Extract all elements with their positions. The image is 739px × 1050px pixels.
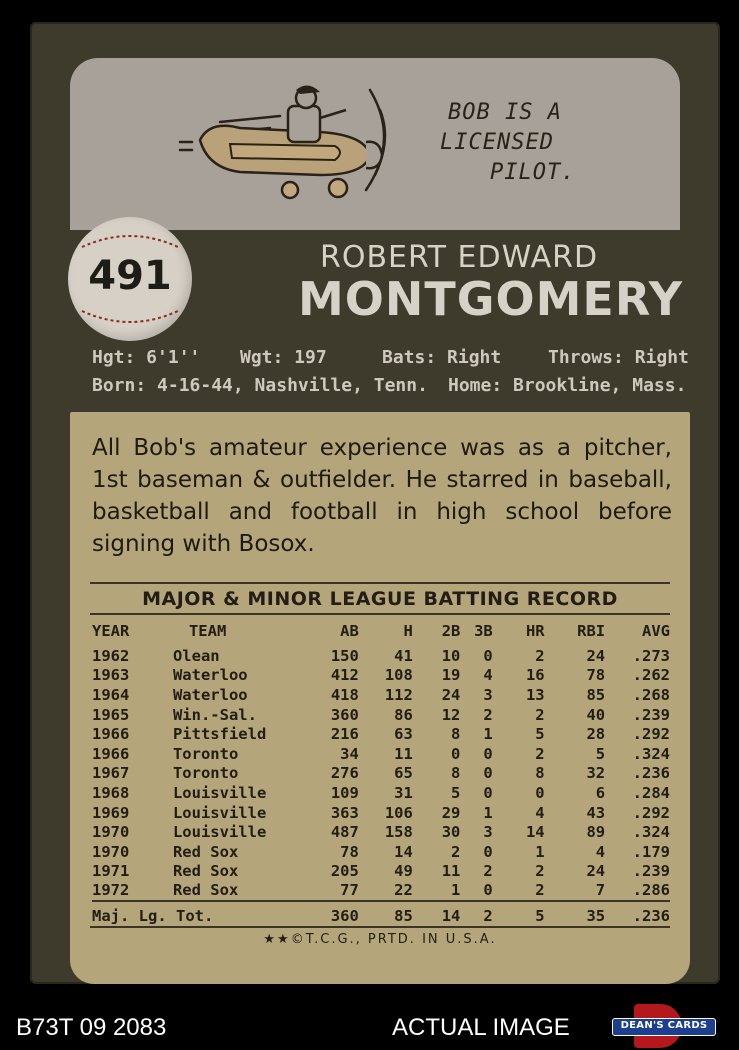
table-cell: 2 bbox=[535, 646, 545, 665]
table-cell: 4 bbox=[483, 666, 493, 685]
table-cell: 13 bbox=[525, 685, 545, 704]
table-cell: 1 bbox=[535, 842, 545, 861]
table-cell: Olean bbox=[172, 646, 220, 665]
table-cell: Red Sox bbox=[172, 842, 239, 861]
bats-stat: Bats: Right bbox=[382, 347, 502, 368]
height-stat: Hgt: 6'1'' bbox=[92, 347, 201, 368]
table-cell: 11 bbox=[441, 862, 461, 881]
table-cell: 41 bbox=[394, 646, 413, 665]
table-cell: Waterloo bbox=[172, 666, 248, 685]
table-cell: .179 bbox=[632, 842, 670, 861]
table-cell: 150 bbox=[330, 646, 359, 665]
table-cell: 1 bbox=[483, 725, 493, 744]
table-cell: 112 bbox=[384, 685, 413, 704]
table-cell: .239 bbox=[632, 705, 670, 724]
table-cell: 8 bbox=[451, 764, 461, 783]
totals-row bbox=[92, 901, 670, 927]
table-cell: 85 bbox=[359, 901, 413, 927]
table-row bbox=[92, 783, 670, 803]
table-row bbox=[92, 803, 670, 823]
table-row bbox=[92, 862, 670, 882]
table-cell: 49 bbox=[394, 862, 413, 881]
table-row bbox=[92, 646, 670, 666]
column-header: AVG bbox=[642, 622, 670, 640]
table-cell: 24 bbox=[441, 685, 461, 704]
table-cell: 1970 bbox=[92, 823, 130, 842]
table-cell: 77 bbox=[340, 881, 359, 900]
table-cell: 2 bbox=[451, 842, 461, 861]
table-cell: 109 bbox=[330, 783, 359, 802]
weight-stat: Wgt: 197 bbox=[240, 347, 327, 368]
column-header: YEAR bbox=[92, 622, 130, 640]
cartoon-caption bbox=[440, 98, 670, 188]
table-cell: 216 bbox=[330, 725, 359, 744]
table-cell: 28 bbox=[586, 725, 606, 744]
table-cell: 5 bbox=[451, 783, 461, 802]
card-number: 491 bbox=[88, 253, 172, 299]
table-cell: 5 bbox=[535, 725, 545, 744]
table-cell: 0 bbox=[535, 783, 545, 802]
table-cell: 2 bbox=[535, 862, 545, 881]
table-row bbox=[92, 685, 670, 705]
table-cell: 65 bbox=[394, 764, 413, 783]
table-cell: 418 bbox=[330, 685, 359, 704]
table-cell: Pittsfield bbox=[172, 725, 267, 744]
table-cell: 106 bbox=[384, 803, 413, 822]
table-cell: 6 bbox=[595, 783, 606, 802]
logo-text: DEAN'S CARDS bbox=[620, 1020, 708, 1031]
table-cell: 11 bbox=[394, 744, 413, 763]
baseball-icon bbox=[68, 217, 192, 341]
table-cell: 5 bbox=[595, 744, 606, 763]
table-cell: Win.-Sal. bbox=[172, 705, 257, 724]
table-cell: .273 bbox=[632, 646, 670, 665]
table-cell: .324 bbox=[632, 823, 670, 842]
table-cell: 7 bbox=[595, 881, 606, 900]
table-cell: 32 bbox=[586, 764, 606, 783]
table-cell: 1 bbox=[451, 881, 461, 900]
table-cell: 0 bbox=[483, 744, 493, 763]
column-header: H bbox=[403, 622, 413, 640]
cartoon-caption-line: PILOT. bbox=[490, 160, 576, 185]
table-cell: 360 bbox=[299, 901, 358, 927]
table-row bbox=[92, 705, 670, 725]
table-cell: 363 bbox=[330, 803, 359, 822]
table-cell: 86 bbox=[394, 705, 413, 724]
table-cell: .286 bbox=[632, 881, 670, 900]
table-cell: 412 bbox=[330, 666, 359, 685]
table-cell: Red Sox bbox=[172, 862, 239, 881]
table-cell: 1969 bbox=[92, 803, 130, 822]
table-cell: Toronto bbox=[172, 744, 239, 763]
copyright-line: ★★©T.C.G., PRTD. IN U.S.A. bbox=[90, 926, 670, 947]
batting-record-table bbox=[92, 620, 670, 927]
record-title: MAJOR & MINOR LEAGUE BATTING RECORD bbox=[90, 582, 670, 615]
player-bio: All Bob's amateur experience was as a pitcher, 1st baseman & outfielder. He starred in baseball, basketball and football in high school before signing with Bosox. bbox=[92, 435, 672, 557]
table-cell: 89 bbox=[586, 823, 606, 842]
table-cell: 29 bbox=[441, 803, 461, 822]
table-cell: 360 bbox=[330, 705, 359, 724]
table-cell: 1962 bbox=[92, 646, 130, 665]
table-cell: 108 bbox=[384, 666, 413, 685]
column-header: RBI bbox=[577, 622, 606, 640]
table-cell: 8 bbox=[451, 725, 461, 744]
column-header: AB bbox=[340, 622, 359, 640]
airplane-cartoon-icon bbox=[170, 80, 410, 210]
table-row bbox=[92, 881, 670, 901]
table-cell: 0 bbox=[483, 842, 493, 861]
table-cell: .236 bbox=[632, 764, 670, 783]
table-cell: 0 bbox=[483, 646, 493, 665]
table-cell: 24 bbox=[586, 646, 606, 665]
table-cell: 31 bbox=[394, 783, 413, 802]
table-cell: 3 bbox=[483, 685, 493, 704]
table-cell: 16 bbox=[525, 666, 545, 685]
table-cell: Waterloo bbox=[172, 685, 248, 704]
table-cell: .324 bbox=[632, 744, 670, 763]
table-cell: 2 bbox=[460, 901, 492, 927]
table-row bbox=[92, 724, 670, 744]
table-cell: 14 bbox=[525, 823, 545, 842]
table-cell: .292 bbox=[632, 803, 670, 822]
table-cell: 1972 bbox=[92, 881, 130, 900]
table-cell: 63 bbox=[394, 725, 413, 744]
table-cell: 40 bbox=[586, 705, 606, 724]
table-cell: 276 bbox=[330, 764, 359, 783]
table-cell: Louisville bbox=[172, 783, 267, 802]
table-cell: .262 bbox=[632, 666, 670, 685]
table-cell: 4 bbox=[535, 803, 545, 822]
table-cell: .236 bbox=[605, 901, 670, 927]
table-cell: 8 bbox=[535, 764, 545, 783]
table-cell: 34 bbox=[340, 744, 359, 763]
table-cell: 205 bbox=[330, 862, 359, 881]
bio-panel bbox=[70, 412, 690, 984]
table-cell: .284 bbox=[632, 783, 670, 802]
home-stat: Home: Brookline, Mass. bbox=[448, 375, 687, 396]
cartoon-panel bbox=[70, 58, 680, 230]
table-cell: 19 bbox=[441, 666, 461, 685]
table-cell: 14 bbox=[394, 842, 413, 861]
baseball-card bbox=[30, 22, 720, 984]
column-header: 2B bbox=[441, 622, 461, 640]
table-cell: 2 bbox=[483, 705, 493, 724]
table-cell: 30 bbox=[441, 823, 461, 842]
table-cell: 14 bbox=[413, 901, 461, 927]
table-cell: Toronto bbox=[172, 764, 239, 783]
table-cell: 158 bbox=[384, 823, 413, 842]
table-row bbox=[92, 666, 670, 686]
table-cell: 22 bbox=[394, 881, 413, 900]
table-cell: 4 bbox=[595, 842, 606, 861]
cartoon-caption-line: LICENSED bbox=[440, 130, 554, 155]
deans-cards-logo bbox=[612, 1004, 722, 1048]
table-cell: .239 bbox=[632, 862, 670, 881]
table-cell: 2 bbox=[535, 705, 545, 724]
table-cell: 487 bbox=[330, 823, 359, 842]
table-cell: 1968 bbox=[92, 783, 130, 802]
table-row bbox=[92, 764, 670, 784]
table-cell: 1964 bbox=[92, 685, 130, 704]
table-cell: .268 bbox=[632, 685, 670, 704]
table-cell: 2 bbox=[483, 862, 493, 881]
table-cell: 1963 bbox=[92, 666, 130, 685]
table-row bbox=[92, 842, 670, 862]
table-header-row bbox=[92, 620, 670, 646]
table-cell: 1 bbox=[483, 803, 493, 822]
table-cell: 1966 bbox=[92, 725, 130, 744]
table-cell: 0 bbox=[451, 744, 461, 763]
table-cell: 2 bbox=[535, 881, 545, 900]
column-header: HR bbox=[525, 622, 545, 640]
player-first-names: ROBERT EDWARD bbox=[320, 240, 599, 275]
table-cell: 0 bbox=[483, 764, 493, 783]
table-cell: Louisville bbox=[172, 823, 267, 842]
table-cell: .292 bbox=[632, 725, 670, 744]
table-cell: 1971 bbox=[92, 862, 130, 881]
table-cell: 78 bbox=[586, 666, 606, 685]
table-cell: 1965 bbox=[92, 705, 130, 724]
table-cell: Red Sox bbox=[172, 881, 239, 900]
column-header: TEAM bbox=[188, 622, 227, 640]
table-cell: 0 bbox=[483, 881, 493, 900]
table-cell: 35 bbox=[545, 901, 606, 927]
table-cell: 43 bbox=[586, 803, 606, 822]
table-cell: 1970 bbox=[92, 842, 130, 861]
table-cell: 78 bbox=[340, 842, 359, 861]
totals-label: Maj. Lg. Tot. bbox=[92, 901, 299, 927]
table-cell: 2 bbox=[535, 744, 545, 763]
table-cell: 24 bbox=[586, 862, 606, 881]
table-cell: 5 bbox=[493, 901, 545, 927]
column-header: 3B bbox=[474, 622, 493, 640]
table-row bbox=[92, 744, 670, 764]
table-cell: 12 bbox=[441, 705, 461, 724]
table-cell: 1966 bbox=[92, 744, 130, 763]
player-last-name: MONTGOMERY bbox=[298, 272, 684, 326]
table-cell: 1967 bbox=[92, 764, 130, 783]
table-cell: 3 bbox=[483, 823, 493, 842]
throws-stat: Throws: Right bbox=[548, 347, 689, 368]
table-row bbox=[92, 822, 670, 842]
inventory-code: B73T 09 2083 bbox=[16, 1014, 167, 1041]
cartoon-caption-line: BOB IS A bbox=[448, 100, 562, 125]
born-stat: Born: 4-16-44, Nashville, Tenn. bbox=[92, 375, 428, 396]
table-cell: 85 bbox=[586, 685, 606, 704]
actual-image-label: ACTUAL IMAGE bbox=[392, 1014, 570, 1041]
table-cell: Louisville bbox=[172, 803, 267, 822]
table-cell: 10 bbox=[441, 646, 461, 665]
table-cell: 0 bbox=[483, 783, 493, 802]
